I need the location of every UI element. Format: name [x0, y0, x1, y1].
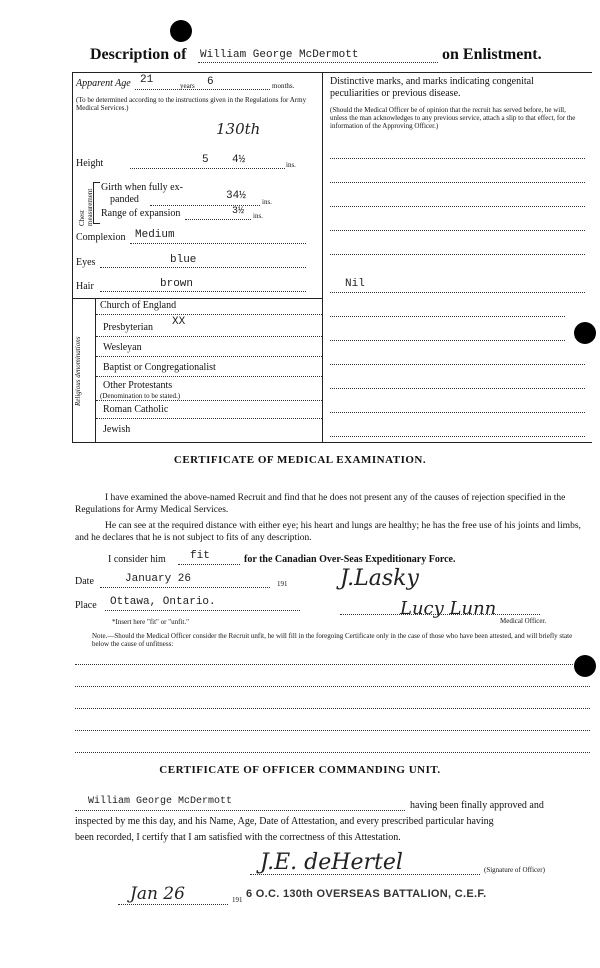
header-prefix: Description of	[90, 46, 187, 63]
complexion-label: Complexion	[76, 232, 126, 243]
religion-mark: XX	[172, 316, 186, 328]
chest-group-label: Chest measurement	[78, 188, 94, 226]
commanding-date: Jan 26	[130, 884, 185, 904]
column-divider	[322, 72, 323, 442]
punch-hole	[574, 322, 596, 344]
religion-label: Wesleyan	[103, 342, 142, 353]
hair-value: brown	[160, 278, 194, 290]
girth-label-2: panded	[110, 194, 139, 205]
religion-label: Church of England	[100, 300, 177, 311]
height-unit: ins.	[286, 161, 296, 169]
religion-label: Baptist or Congregationalist	[103, 362, 216, 373]
height-inches: 4½	[232, 154, 246, 166]
punch-hole	[170, 20, 192, 42]
age-years: 21	[140, 74, 154, 86]
marks-heading: Distinctive marks, and marks indicating congenital peculiarities or previous disease.	[330, 76, 534, 99]
recruit-name: William George McDermott	[200, 49, 359, 61]
commanding-text-2: inspected by me this day, and his Name, Age, Date of Attestation, and every prescribed particular having	[75, 816, 494, 827]
apparent-age-label: Apparent Age	[76, 78, 131, 89]
age-note: (To be determined according to the instructions given in the Regulations for Army Medical Services.)	[76, 96, 307, 112]
medical-signature-2: Lucy Lunn	[400, 598, 497, 619]
range-unit: ins.	[253, 212, 263, 220]
commanding-certificate-heading: CERTIFICATE OF OFFICER COMMANDING UNIT.	[159, 764, 441, 776]
medical-officer-label: Medical Officer.	[500, 617, 547, 625]
hair-label: Hair	[76, 281, 94, 292]
punch-hole	[574, 655, 596, 677]
consider-suffix: for the Canadian Over-Seas Expeditionary Force.	[244, 554, 456, 565]
religion-group-label: Religious denominations	[74, 336, 82, 406]
place-label: Place	[75, 600, 97, 611]
medical-certificate-heading: CERTIFICATE OF MEDICAL EXAMINATION.	[173, 454, 427, 466]
medical-signature-1: J.Lasky	[340, 566, 419, 591]
complexion-value: Medium	[135, 229, 175, 241]
fitness-value: fit	[190, 550, 210, 562]
medical-para-2: He can see at the required distance with either eye; his heart and lungs are healthy; he has the free use of his joints and limbs, and he declares that he is not subject to fits of any description.	[75, 521, 581, 543]
religion-label: Other Protestants	[103, 380, 173, 391]
medical-year-prefix: 191	[277, 580, 288, 588]
handwritten-unit-number: 130th	[216, 120, 261, 138]
religion-label: Roman Catholic	[103, 404, 169, 415]
range-label: Range of expansion	[101, 208, 181, 219]
commanding-year-prefix: 191	[232, 896, 243, 904]
signature-of-officer-label: (Signature of Officer)	[484, 866, 545, 874]
other-protestants-note: (Denomination to be stated.)	[100, 392, 181, 400]
commanding-signature: J.E. deHertel	[260, 850, 403, 875]
years-label: years	[180, 82, 195, 90]
height-feet: 5	[202, 154, 209, 166]
consider-prefix: I consider him	[108, 554, 166, 565]
medical-para-1: I have examined the above-named Recruit and find that he does not present any of the causes of rejection specified in the Regulations for Army Medical Services.	[75, 493, 566, 515]
form-header	[90, 46, 570, 68]
header-suffix: on Enlistment.	[442, 46, 542, 63]
commanding-text-1: having been finally approved and	[410, 800, 544, 811]
medical-footnote: *Insert here "fit" or "unfit."	[112, 618, 189, 626]
date-label: Date	[75, 576, 94, 587]
girth-label-1: Girth when fully ex-	[101, 182, 183, 193]
months-label: months.	[272, 82, 295, 90]
religion-label: Jewish	[103, 424, 131, 435]
marks-value: Nil	[345, 278, 365, 290]
commanding-recruit-name: William George McDermott	[88, 796, 233, 807]
range-value: 3½	[232, 206, 245, 217]
religion-label: Presbyterian	[103, 322, 153, 333]
note-text: —Should the Medical Officer consider the Recruit unfit, he will fill in the foregoing Certificate only in the case of those who have been attested, and will briefly state below the cause of unfitness:	[92, 632, 573, 648]
eyes-label: Eyes	[76, 257, 96, 268]
battalion-stamp: 6 O.C. 130th OVERSEAS BATTALION, C.E.F.	[246, 888, 487, 900]
marks-note: (Should the Medical Officer be of opinion that the recruit has served before, he will, unless the man acknowledges to any previous service, attach a slip to that effect, for the information of the Approving Officer.)	[330, 106, 576, 130]
medical-date: January 26	[125, 573, 192, 585]
age-months: 6	[207, 76, 214, 88]
medical-place: Ottawa, Ontario.	[110, 596, 216, 608]
girth-value: 34½	[226, 190, 246, 202]
medical-note	[92, 632, 582, 648]
commanding-text-3: been recorded, I certify that I am satisfied with the correctness of this Attestation.	[75, 832, 401, 843]
girth-unit: ins.	[262, 198, 272, 206]
eyes-value: blue	[170, 254, 197, 266]
note-label: Note.	[92, 632, 108, 640]
height-label: Height	[76, 158, 104, 169]
